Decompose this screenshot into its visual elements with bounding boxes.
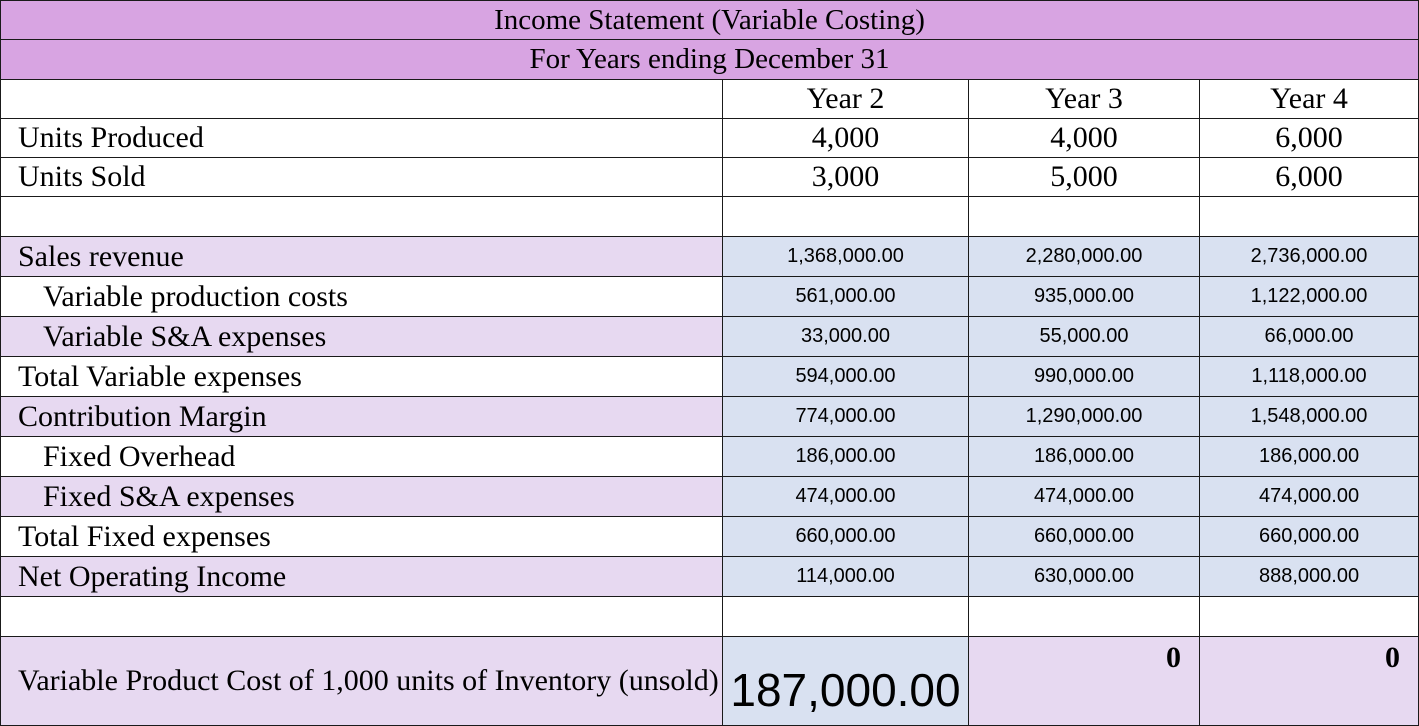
contribution-margin-value: 1,548,000.00 — [1200, 397, 1419, 437]
empty-cell — [1200, 597, 1419, 637]
empty-cell — [723, 197, 969, 237]
units-sold-value: 6,000 — [1200, 158, 1419, 197]
row-label-inventory-cost: Variable Product Cost of 1,000 units of Inventory (unsold) — [1, 637, 723, 726]
fixed-overhead-value: 186,000.00 — [969, 437, 1200, 477]
year-header: Year 4 — [1200, 80, 1419, 119]
contribution-margin-value: 774,000.00 — [723, 397, 969, 437]
row-label-fixed-overhead: Fixed Overhead — [1, 437, 723, 477]
units-produced-value: 6,000 — [1200, 119, 1419, 158]
row-label-total-variable-expenses: Total Variable expenses — [1, 357, 723, 397]
row-label-fixed-sa-expenses: Fixed S&A expenses — [1, 477, 723, 517]
units-sold-value: 5,000 — [969, 158, 1200, 197]
variable-production-costs-value: 561,000.00 — [723, 277, 969, 317]
fixed-overhead-value: 186,000.00 — [1200, 437, 1419, 477]
variable-sa-expenses-value: 55,000.00 — [969, 317, 1200, 357]
row-label-variable-production-costs: Variable production costs — [1, 277, 723, 317]
empty-cell — [723, 597, 969, 637]
empty-cell — [1200, 197, 1419, 237]
net-operating-income-value: 888,000.00 — [1200, 557, 1419, 597]
variable-sa-expenses-value: 66,000.00 — [1200, 317, 1419, 357]
units-produced-value: 4,000 — [969, 119, 1200, 158]
year-header: Year 3 — [969, 80, 1200, 119]
total-variable-expenses-value: 1,118,000.00 — [1200, 357, 1419, 397]
statement-title: Income Statement (Variable Costing) — [1, 1, 1419, 40]
sales-revenue-value: 2,736,000.00 — [1200, 237, 1419, 277]
variable-sa-expenses-value: 33,000.00 — [723, 317, 969, 357]
sales-revenue-value: 1,368,000.00 — [723, 237, 969, 277]
empty-cell — [1, 197, 723, 237]
total-variable-expenses-value: 594,000.00 — [723, 357, 969, 397]
row-label-units-produced: Units Produced — [1, 119, 723, 158]
year-header: Year 2 — [723, 80, 969, 119]
empty-cell — [969, 197, 1200, 237]
net-operating-income-value: 630,000.00 — [969, 557, 1200, 597]
sales-revenue-value: 2,280,000.00 — [969, 237, 1200, 277]
row-label-net-operating-income: Net Operating Income — [1, 557, 723, 597]
variable-production-costs-value: 935,000.00 — [969, 277, 1200, 317]
empty-cell — [969, 597, 1200, 637]
units-sold-value: 3,000 — [723, 158, 969, 197]
row-label-variable-sa-expenses: Variable S&A expenses — [1, 317, 723, 357]
inventory-cost-value: 0 — [969, 637, 1200, 726]
net-operating-income-value: 114,000.00 — [723, 557, 969, 597]
total-fixed-expenses-value: 660,000.00 — [723, 517, 969, 557]
empty-cell — [1, 80, 723, 119]
total-fixed-expenses-value: 660,000.00 — [969, 517, 1200, 557]
contribution-margin-value: 1,290,000.00 — [969, 397, 1200, 437]
total-variable-expenses-value: 990,000.00 — [969, 357, 1200, 397]
row-label-contribution-margin: Contribution Margin — [1, 397, 723, 437]
fixed-overhead-value: 186,000.00 — [723, 437, 969, 477]
inventory-cost-value: 187,000.00 — [723, 637, 969, 726]
total-fixed-expenses-value: 660,000.00 — [1200, 517, 1419, 557]
statement-subtitle: For Years ending December 31 — [1, 40, 1419, 80]
fixed-sa-expenses-value: 474,000.00 — [723, 477, 969, 517]
row-label-units-sold: Units Sold — [1, 158, 723, 197]
inventory-cost-value: 0 — [1200, 637, 1419, 726]
variable-production-costs-value: 1,122,000.00 — [1200, 277, 1419, 317]
fixed-sa-expenses-value: 474,000.00 — [969, 477, 1200, 517]
units-produced-value: 4,000 — [723, 119, 969, 158]
fixed-sa-expenses-value: 474,000.00 — [1200, 477, 1419, 517]
row-label-sales-revenue: Sales revenue — [1, 237, 723, 277]
row-label-total-fixed-expenses: Total Fixed expenses — [1, 517, 723, 557]
empty-cell — [1, 597, 723, 637]
